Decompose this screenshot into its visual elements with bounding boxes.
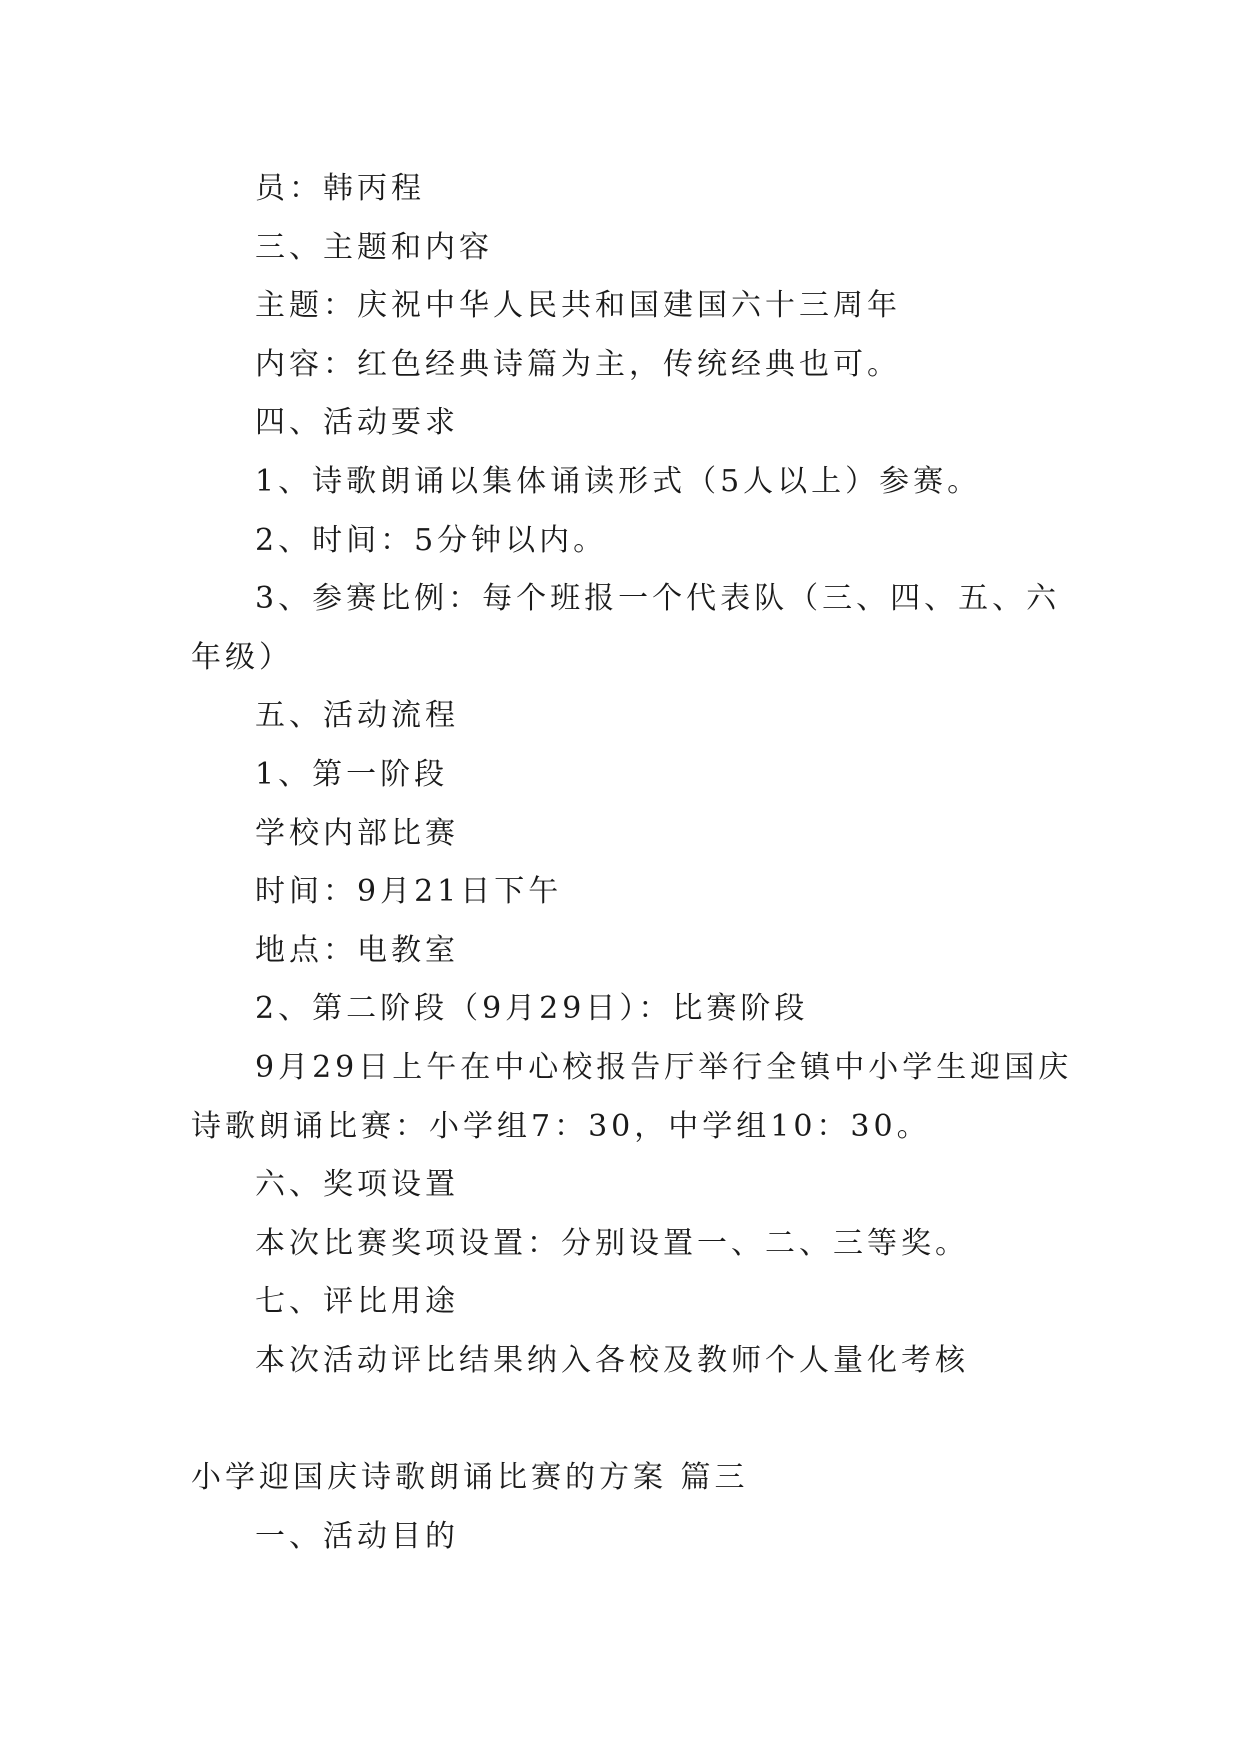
section-heading: 六、奖项设置: [255, 1167, 459, 1203]
text-line: 内容：红色经典诗篇为主，传统经典也可。: [255, 346, 901, 382]
text-line-continuation: 诗歌朗诵比赛：小学组7：30，中学组10：30。: [191, 1108, 931, 1144]
text-line: 1、第一阶段: [255, 756, 449, 792]
section-heading: 四、活动要求: [255, 405, 459, 441]
text-line: 1、诗歌朗诵以集体诵读形式（5人以上）参赛。: [255, 463, 982, 499]
text-line: 2、时间：5分钟以内。: [255, 522, 608, 558]
section-heading: 七、评比用途: [255, 1284, 459, 1320]
section-heading: 五、活动流程: [255, 698, 459, 734]
text-line: 主题：庆祝中华人民共和国建国六十三周年: [255, 288, 901, 324]
text-line-continuation: 年级）: [191, 639, 293, 675]
text-line: 2、第二阶段（9月29日）：比赛阶段: [255, 991, 809, 1027]
text-line: 3、参赛比例：每个班报一个代表队（三、四、五、六: [255, 581, 1061, 617]
text-line: 学校内部比赛: [255, 815, 459, 851]
article-title: 小学迎国庆诗歌朗诵比赛的方案 篇三: [191, 1460, 749, 1496]
section-heading: 一、活动目的: [255, 1518, 459, 1554]
section-heading: 三、主题和内容: [255, 229, 493, 265]
text-line: 本次活动评比结果纳入各校及教师个人量化考核: [255, 1342, 969, 1378]
text-line: 时间：9月21日下午: [255, 874, 563, 910]
text-line: 本次比赛奖项设置：分别设置一、二、三等奖。: [255, 1225, 969, 1261]
blank-line: [191, 1390, 1051, 1449]
text-line: 员：韩丙程: [255, 171, 425, 206]
text-line: 地点：电教室: [255, 932, 459, 968]
text-line: 9月29日上午在中心校报告厅举行全镇中小学生迎国庆: [255, 1049, 1073, 1085]
document-body: [191, 160, 1073, 1566]
